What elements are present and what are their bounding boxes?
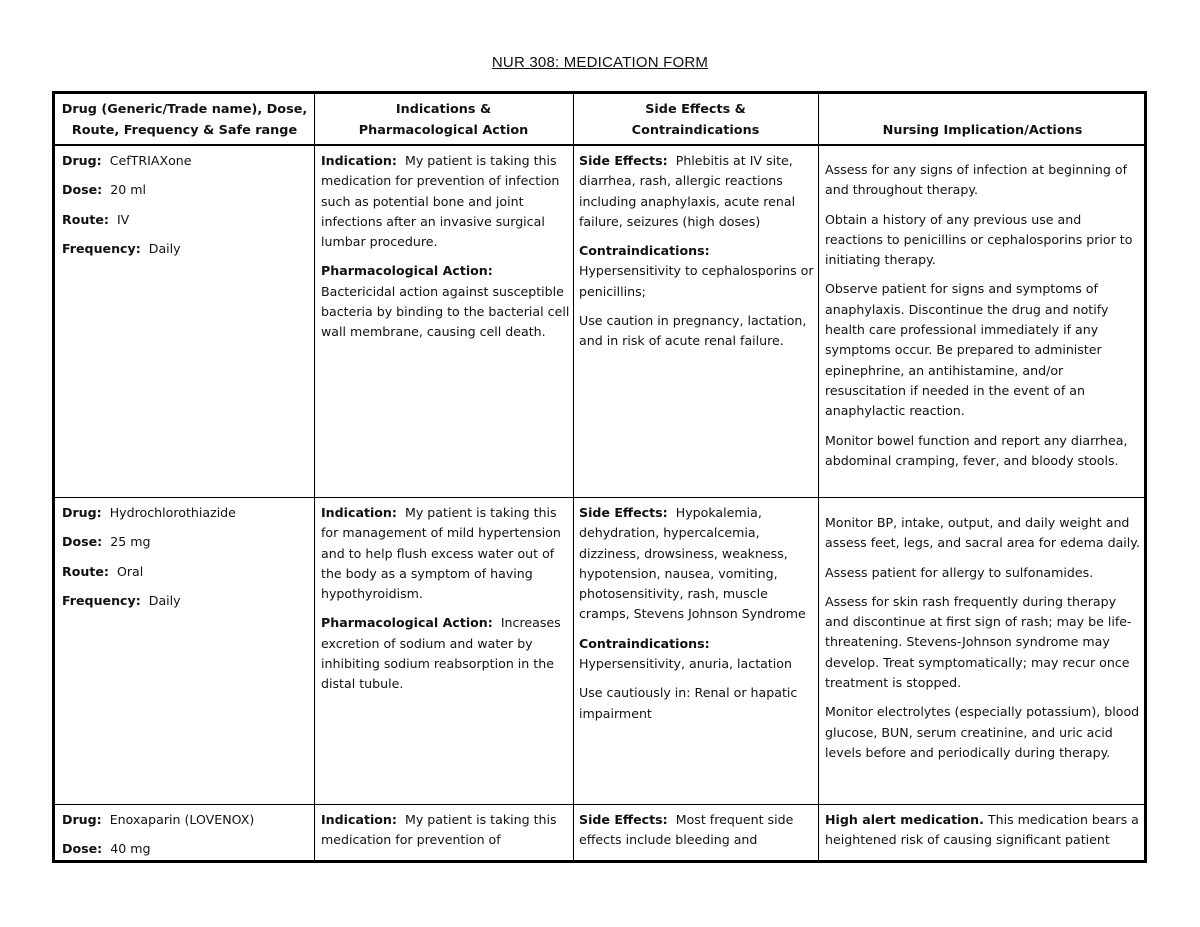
row1-drug-cell	[62, 151, 310, 268]
high-alert-label: High alert medication.	[825, 812, 984, 827]
caution-text: Use cautiously in: Renal or hapatic impairment	[579, 685, 798, 721]
nursing-action: Assess patient for allergy to sulfonamides.	[825, 564, 1094, 580]
row3-nursing-cell	[825, 810, 1143, 860]
caution-text: Use caution in pregnancy, lactation, and in risk of acute renal failure.	[579, 313, 807, 349]
header-indications	[314, 99, 573, 141]
nursing-action: Observe patient for signs and symptoms of anaphylaxis. Discontinue the drug and notify health care professional immediately if any symptoms occur. Be prepared to administer epinephrine, an antihistamine, and/or resuscitation if needed in the event of an anaphylactic reaction.	[825, 281, 1109, 419]
indication-text: My patient is taking this for management of mild hypertension and to help flush excess water out of the body as a symptom of having hypothyroidism.	[321, 505, 561, 602]
row-divider	[55, 804, 1144, 805]
nursing-action: Assess for any signs of infection at beginning of and throughout therapy.	[825, 162, 1128, 198]
nursing-action: Obtain a history of any previous use and reactions to penicillins or cephalosporins prior to initiating therapy.	[825, 211, 1133, 268]
route-label: Route:	[62, 211, 109, 227]
indication-label: Indication:	[321, 812, 397, 827]
nursing-action: Assess for skin rash frequently during therapy and discontinue at first sign of rash; may be life-threatening. Stevens-Johnson syndrome may develop. Treat symptomatically; may recur once treatment is stopped.	[825, 593, 1132, 691]
route-value: Oral	[116, 563, 144, 579]
column-divider	[314, 94, 315, 860]
nursing-action: Monitor BP, intake, output, and daily weight and assess feet, legs, and sacral area for edema daily.	[825, 515, 1140, 551]
indication-label: Indication:	[321, 505, 397, 520]
frequency-label: Frequency:	[62, 592, 141, 608]
row1-nursing-cell	[825, 160, 1143, 480]
header-side-effects-line2: Contraindications	[631, 123, 760, 138]
header-nursing-text: Nursing Implication/Actions	[882, 123, 1083, 138]
medication-table	[52, 91, 1147, 863]
row2-nursing-cell	[825, 513, 1143, 772]
header-drug	[55, 99, 314, 141]
route-value: IV	[116, 211, 130, 227]
pharm-action-text: Bactericidal action against susceptible bacteria by binding to the bacterial cell wall membrane, causing cell death.	[321, 283, 570, 340]
row2-side-effects-cell	[579, 503, 815, 733]
frequency-value: Daily	[148, 240, 181, 256]
header-side-effects	[573, 99, 818, 141]
dose-value: 20 ml	[110, 182, 146, 198]
indication-text: My patient is taking this medication for prevention of	[321, 812, 557, 848]
side-effects-label: Side Effects:	[579, 812, 668, 827]
row1-side-effects-cell	[579, 151, 815, 361]
nursing-action: Monitor electrolytes (especially potassium), blood glucose, BUN, serum creatinine, and uric acid levels before and periodically during therapy.	[825, 704, 1140, 760]
dose-label: Dose:	[62, 534, 103, 550]
header-drug-line2: Route, Frequency & Safe range	[71, 123, 298, 138]
contraindications-label: Contraindications:	[579, 243, 710, 259]
drug-label: Drug:	[62, 505, 102, 520]
drug-value: CefTRIAXone	[109, 153, 192, 168]
header-divider	[55, 144, 1144, 146]
contraindications-label: Contraindications:	[579, 635, 710, 651]
nursing-action: This medication bears a heightened risk of causing significant patient	[825, 812, 1139, 848]
column-divider	[573, 94, 574, 860]
header-drug-line1: Drug (Generic/Trade name), Dose,	[61, 102, 308, 117]
row3-indication-cell	[321, 810, 571, 860]
header-nursing	[818, 120, 1147, 141]
frequency-value: Daily	[148, 592, 181, 608]
side-effects-text: Phlebitis at IV site, diarrhea, rash, allergic reactions including anaphylaxis, acute renal failure, seizures (high doses)	[579, 153, 796, 229]
header-indications-line2: Pharmacological Action	[358, 123, 529, 138]
drug-value: Enoxaparin (LOVENOX)	[109, 812, 255, 827]
dose-label: Dose:	[62, 182, 103, 198]
contraindications-text: Hypersensitivity, anuria, lactation	[579, 656, 792, 672]
side-effects-label: Side Effects:	[579, 153, 668, 168]
dose-value: 25 mg	[110, 534, 151, 550]
indication-label: Indication:	[321, 153, 397, 168]
row3-drug-cell	[62, 810, 310, 863]
header-side-effects-line1: Side Effects &	[645, 102, 746, 117]
row-divider	[55, 497, 1144, 498]
frequency-label: Frequency:	[62, 240, 141, 256]
row2-indication-cell	[321, 503, 571, 704]
dose-label: Dose:	[62, 841, 103, 857]
drug-label: Drug:	[62, 153, 102, 168]
drug-value: Hydrochlorothiazide	[109, 505, 236, 520]
dose-value: 40 mg	[110, 841, 151, 857]
row1-indication-cell	[321, 151, 571, 352]
drug-label: Drug:	[62, 812, 102, 827]
side-effects-text: Most frequent side effects include bleeding and	[579, 812, 794, 848]
page-title: NUR 308: MEDICATION FORM	[491, 54, 709, 71]
pharm-action-label: Pharmacological Action:	[321, 263, 493, 279]
route-label: Route:	[62, 563, 109, 579]
column-divider	[818, 94, 819, 860]
side-effects-text: Hypokalemia, dehydration, hypercalcemia, dizziness, drowsiness, weakness, hypotension, nausea, vomiting, photosensitivity, rash, muscle cramps, Stevens Johnson Syndrome	[579, 505, 806, 622]
row3-side-effects-cell	[579, 810, 815, 860]
nursing-action: Monitor bowel function and report any diarrhea, abdominal cramping, fever, and bloody stools.	[825, 432, 1128, 468]
pharm-action-label: Pharmacological Action:	[321, 615, 493, 631]
row2-drug-cell	[62, 503, 310, 620]
contraindications-text: Hypersensitivity to cephalosporins or penicillins;	[579, 263, 814, 299]
side-effects-label: Side Effects:	[579, 505, 668, 520]
pharm-action-text: Increases excretion of sodium and water by inhibiting sodium reabsorption in the distal tubule.	[321, 615, 561, 692]
indication-text: My patient is taking this medication for prevention of infection such as potential bone and joint infections after an invasive surgical lumbar procedure.	[321, 153, 560, 250]
header-indications-line1: Indications &	[395, 102, 492, 117]
